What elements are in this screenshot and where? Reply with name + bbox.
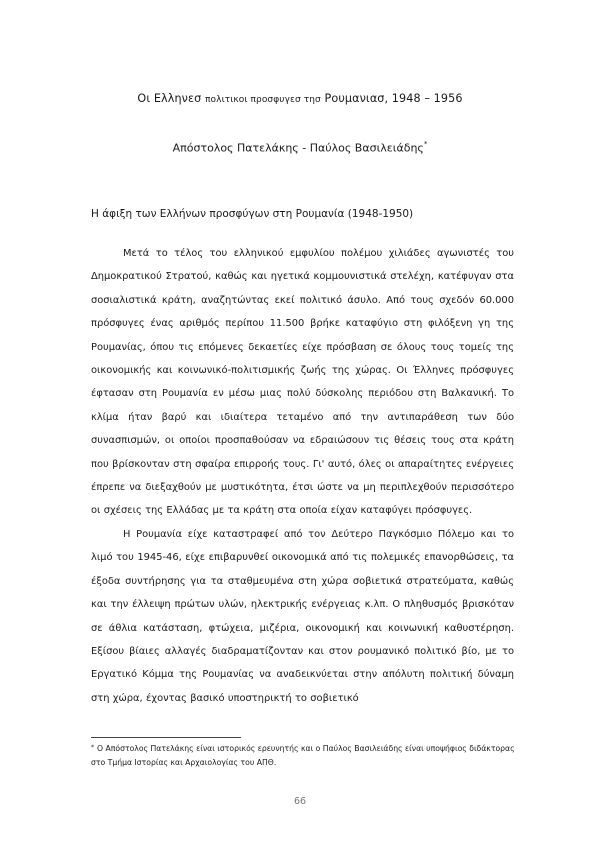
paragraph-1: Μετά το τέλος του ελληνικού εμφυλίου πολέμου χιλιάδες αγωνιστές του Δημοκρατικού Στρατού, καθώς και ηγετικά κομμουνιστικά στελέχη, κατέφυγαν στα σοσιαλιστικά κράτη, αναζητώντας εκεί πολιτικό άσυλο. Από τους σχεδόν 60.000 πρόσφυγες ένας αριθμός περίπου 11.500 βρήκε καταφύγιο στη φιλόξενη γη της Ρουμανίας, όπου τις επόμενες δεκαετίες είχε πρόσβαση σε όλους τους τομείς της οικονομικής και κοινωνικό-πολιτισμικής ζωής της χώρας. Οι Έλληνες πρόσφυγες έφτασαν στη Ρουμανία εν μέσω μιας πολύ δύσκολης περιόδου στη Βαλκανική. Το κλίμα ήταν βαρύ και ιδιαίτερα τεταμένο από την αντιπαράθεση των δύο συνασπισμών, οι οποίοι προσπαθούσαν να εδραιώσουν τις θέσεις τους στα κράτη που βρίσκονταν στη σφαίρα επιρροής τους. Γι' αυτό, όλες οι απαραίτητες ενέργειες έπρεπε να διεξαχθούν με μυστικότητα, έτσι ώστε να μη περιπλεχθούν περισσότερο οι σχέσεις της Ελλάδας με τα κράτη στα οποία είχαν καταφύγει πρόσφυγες. [91, 248, 514, 517]
authors-names: Απόστολος Πατελάκης - Παύλος Βασιλειάδης [172, 141, 424, 155]
footnote-text: Ο Απόστολος Πατελάκης είναι ιστορικός ερευνητής και ο Παύλος Βασιλειάδης είναι υποψήφιος διδάκτορας στο Τμήμα Ιστορίας και Αρχαιολογίας του ΑΠΘ. [91, 744, 515, 767]
article-body [91, 242, 514, 710]
author-footnote-mark: * [423, 140, 428, 148]
article-title [0, 92, 600, 105]
page-number: 66 [293, 796, 307, 807]
paragraph-2: Η Ρουμανία είχε καταστραφεί από τον Δεύτερο Παγκόσμιο Πόλεμο και το λιμό του 1945-46, είχε επιβαρυνθεί οικονομικά από τις πολεμικές επανορθώσεις, τα έξοδα συντήρησης για τα σταθμευμένα στη χώρα σοβιετικά στρατεύματα, καθώς και την έλλειψη πρώτων υλών, ηλεκτρικής ενέργειας κ.λπ. Ο πληθυσμός βρισκόταν σε άθλια κατάσταση, φτώχεια, μιζέρια, οικονομική και κοινωνική καθυστέρηση. Εξίσου βίαιες αλλαγές διαδραματίζονταν και στον ρουμανικό πολιτικό βίο, με το Εργατικό Κόμμα της Ρουμανίας να αναδεικνύεται στην απόλυτη πολιτική δύναμη στη χώρα, έχοντας βασικό υποστηρικτή το σοβιετικό [91, 528, 514, 704]
title-small-caps: πολιτικοι προσφυγεσ τησ [205, 95, 321, 105]
footnote-mark: * [91, 744, 94, 751]
section-heading: Η άφιξη των Ελλήνων προσφύγων στη Ρουμανία (1948-1950) [91, 208, 414, 220]
article-authors [0, 141, 600, 155]
footnote [91, 742, 516, 769]
footnote-divider [91, 737, 241, 738]
title-lead: Οι Ελληνεσ [137, 92, 202, 105]
title-tail: Ρουμανιασ, 1948 – 1956 [324, 92, 463, 105]
